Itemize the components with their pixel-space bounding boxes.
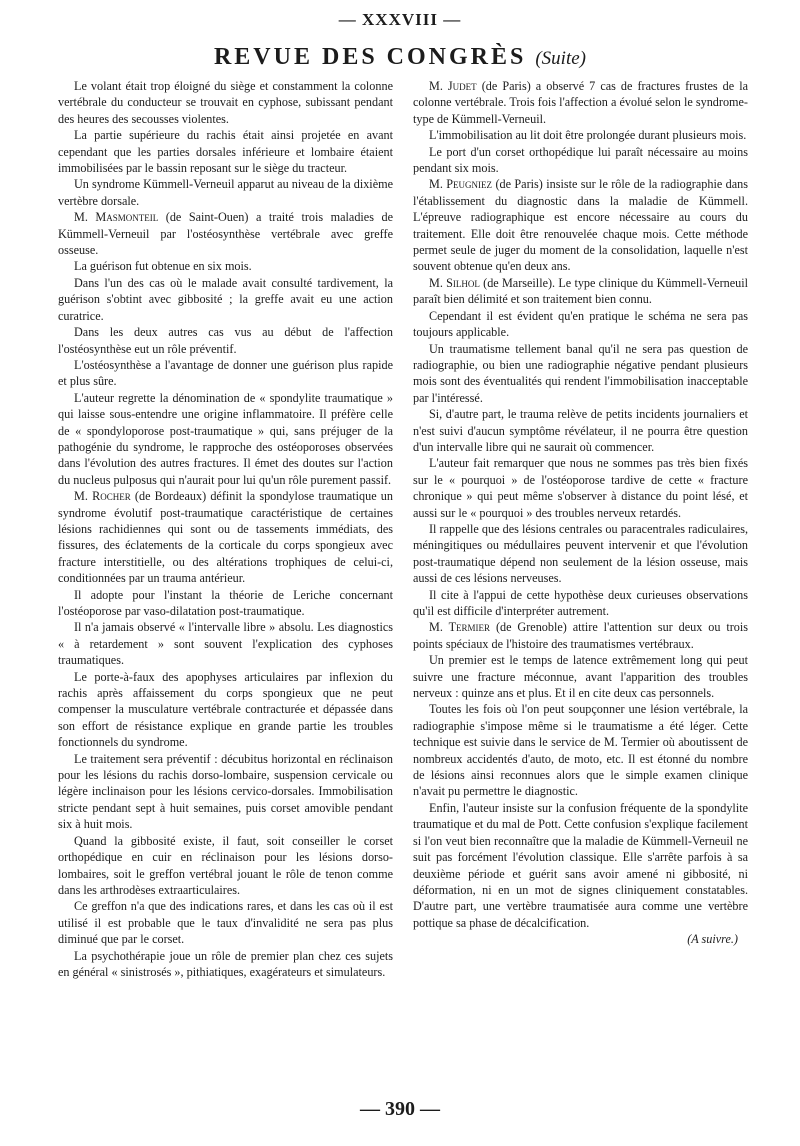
section-title bbox=[0, 44, 800, 71]
author-name: M. Judet bbox=[429, 79, 477, 93]
paragraph: Ce greffon n'a que des indications rares, et dans les cas où il est utilisé il est probable que le taux d'invalidité ne sera pas plus diminué que par le corset. bbox=[58, 899, 393, 947]
paragraph: L'auteur regrette la dénomination de « spondylite traumatique » qui laisse sous-entendre une origine inflammatoire. Il préfère celle de « spondyloporose post-traumatique » qui, sans préjuger de la pathogénie du syndrome, le rapproche des ostéoporoses observées dans l'évolution des autres fractures. Il émet des doutes sur l'action du nucleus pulposus qui n'aurait pour lui qu'un rôle purement passif. bbox=[58, 390, 393, 487]
paragraph: Le traitement sera préventif : décubitus horizontal en réclinaison pour les lésions du rachis dorso-lombaire, suspension cervicale ou légère inclinaison pour les lésions cervico-dorsales. Immobilisation stricte pendant sept à huit semaines, puis corset amovible pendant six à huit mois. bbox=[58, 751, 393, 832]
paragraph: Enfin, l'auteur insiste sur la confusion fréquente de la spondylite traumatique et du mal de Pott. Cette confusion s'explique facilement si l'on veut bien reconnaître que la maladie de Kümmell-Verneuil ne suit pas forcément l'évolution classique. Elle s'arrête parfois à sa deuxième période et guérit sans avoir amené ni gibbosité, ni déformation, ni en un mot de signes cliniquement constatables. D'autre part, une vertèbre traumatisée aura comme une vertèbre pottique sa phase de décalcification. bbox=[413, 800, 748, 930]
paragraph bbox=[58, 488, 393, 586]
paragraph-text: (de Paris) insiste sur le rôle de la radiographie dans l'établissement du diagnostic dans la maladie de Kümmell. L'épreuve radiographique est encore nécessaire au cours du traitement. Elle doit être renouvelée chaque mois. Cette méthode permet seule de juger du moment de la consolidation, laquelle n'est souvent obtenue qu'en deux ans. bbox=[413, 177, 748, 274]
author-name: M. Silhol bbox=[429, 275, 480, 290]
paragraph: Si, d'autre part, le trauma relève de petits incidents journaliers et n'est suivi d'aucun symptôme révélateur, il ne pourra être question d'un intervalle libre qui ne saurait où commencer. bbox=[413, 407, 748, 454]
paragraph: Le volant était trop éloigné du siège et constamment la colonne vertébrale du conducteur se trouvait en cyphose, subissant pendant des heures des secousses violentes. bbox=[58, 79, 393, 126]
paragraph-text: (de Saint-Ouen) a traité trois maladies de Kümmell-Verneuil par l'ostéosynthèse vertébrale avec greffe osseuse. bbox=[58, 210, 393, 258]
paragraph bbox=[58, 209, 393, 258]
paragraph: L'auteur fait remarquer que nous ne sommes pas très bien fixés sur le « pourquoi » de l'ostéoporose tardive de cette « fracture chronique » qui peut même s'observer à distance du point lésé, et aussi sur le « pourquoi » des troubles nerveux retardés. bbox=[413, 456, 748, 520]
section-title-suite: (Suite) bbox=[535, 48, 587, 69]
paragraph bbox=[413, 176, 748, 274]
paragraph: Quand la gibbosité existe, il faut, soit conseiller le corset orthopédique en cuir en réclinaison pour les lésions dorso-lombaires, soit le greffon vertébral jouant le rôle de tenon comme dans les arthrodèses extraarticulaires. bbox=[58, 833, 393, 897]
paragraph: La psychothérapie joue un rôle de premier plan chez ces sujets en général « sinistrosés », pithiatiques, exagérateurs et simulateurs. bbox=[58, 948, 393, 979]
paragraph: La guérison fut obtenue en six mois. bbox=[74, 259, 252, 274]
paragraph bbox=[413, 619, 748, 652]
paragraph: Un traumatisme tellement banal qu'il ne sera pas question de radiographie, ou bien une radiographie négative pendant plusieurs mois sont des éventualités qui rendent l'immobilisation inacceptable par l'intéressé. bbox=[413, 341, 748, 405]
paragraph: Dans les deux autres cas vus au début de l'affection l'ostéosynthèse eut un rôle préventif. bbox=[58, 325, 393, 356]
roman-page-marker: — XXXVIII — bbox=[338, 10, 462, 29]
section-title-text: REVUE DES CONGRÈS bbox=[213, 44, 527, 70]
paragraph: L'ostéosynthèse a l'avantage de donner une guérison plus rapide et plus sûre. bbox=[58, 357, 393, 389]
paragraph-text: (de Bordeaux) définit la spondylose traumatique un syndrome évolutif post-traumatique caractéristique de certaines lésions rachidiennes qui sont ou de tassements immédiats, des fissures, des éclatements de la corticale du corps spongieux avec fracture interstitielle, ou des altérations trophiques de celui-ci, conditionnées par un trauma antérieur. bbox=[58, 489, 393, 586]
paragraph bbox=[413, 78, 748, 127]
to-be-continued: (A suivre.) bbox=[687, 932, 738, 947]
paragraph: Un syndrome Kümmell-Verneuil apparut au niveau de la dixième vertèbre dorsale. bbox=[58, 177, 393, 208]
right-column bbox=[413, 78, 748, 948]
paragraph-text: (de Marseille). Le type clinique du Kümmell-Verneuil paraît bien délimité et son traitement bien connu. bbox=[413, 275, 748, 307]
paragraph: Le porte-à-faux des apophyses articulaires par inflexion du rachis après affaissement du corps spongieux que ne peut compenser la musculature vertébrale contracturée et dépassée dans son effort de résistance explique en grande partie les troubles fonctionnels du syndrome. bbox=[58, 669, 393, 750]
paragraph bbox=[413, 275, 748, 308]
paragraph: La partie supérieure du rachis était ainsi projetée en avant cependant que les parties dorsales inférieure et lombaire étaient immobilisées par le bassin reposant sur le siège du tracteur. bbox=[58, 128, 393, 176]
author-name: M. Termier bbox=[429, 620, 491, 635]
page-number: — 390 — bbox=[360, 1098, 440, 1120]
author-name: M. Rocher bbox=[74, 489, 131, 504]
paragraph: Toutes les fois où l'on peut soupçonner une lésion vertébrale, la radiographie s'impose même si le traumatisme a été léger. Cette technique est suivie dans le service de M. Termier où aboutissent de nombreux accidentés d'auto, de moto, etc. Il est étonné du nombre de lésions ainsi reconnues alors que le simple examen clinique n'avait pu permettre le diagnostic. bbox=[413, 702, 748, 799]
paragraph: L'immobilisation au lit doit être prolongée durant plusieurs mois. bbox=[429, 128, 747, 143]
paragraph: Le port d'un corset orthopédique lui paraît nécessaire au moins pendant six mois. bbox=[413, 144, 748, 176]
paragraph: Il rappelle que des lésions centrales ou paracentrales radiculaires, méningitiques ou médullaires peuvent intervenir et que l'évolution post-traumatique dépend non seulement de la lésion osseuse, mais aussi de ces lésions nerveuses. bbox=[413, 521, 748, 586]
author-name: M. Peugniez bbox=[429, 177, 493, 192]
paragraph-text: (de Grenoble) attire l'attention sur deux ou trois points spéciaux de l'histoire des traumatismes vertébraux. bbox=[413, 620, 749, 651]
paragraph: Il cite à l'appui de cette hypothèse deux curieuses observations qu'il est difficile d'interpréter autrement. bbox=[413, 587, 748, 618]
paragraph-text: (de Paris) a observé 7 cas de fractures frustes de la colonne vertébrale. Trois fois l'affection a évolué selon le syndrome-type de Kümmell-Verneuil. bbox=[413, 79, 748, 126]
paragraph: Cependant il est évident qu'en pratique le schéma ne sera pas toujours applicable. bbox=[413, 308, 748, 340]
paragraph: Un premier est le temps de latence extrêmement long qui peut suivre une fracture méconnue, avant l'apparition des troubles nerveux : quinze ans et plus. Et il en cite deux cas personnels. bbox=[413, 653, 748, 701]
author-name: M. Masmonteil bbox=[74, 210, 159, 225]
paragraph: Il n'a jamais observé « l'intervalle libre » absolu. Les diagnostics « à retardement » sont souvent l'explication des cyphoses traumatiques. bbox=[58, 620, 393, 668]
paragraph: Il adopte pour l'instant la théorie de Leriche concernant l'ostéoporose par vaso-dilatation post-traumatique. bbox=[58, 587, 393, 618]
paragraph: Dans l'un des cas où le malade avait consulté tardivement, la guérison s'obtint avec gibbosité ; la greffe avait eu une action curatrice. bbox=[58, 275, 393, 323]
left-column bbox=[58, 78, 393, 980]
